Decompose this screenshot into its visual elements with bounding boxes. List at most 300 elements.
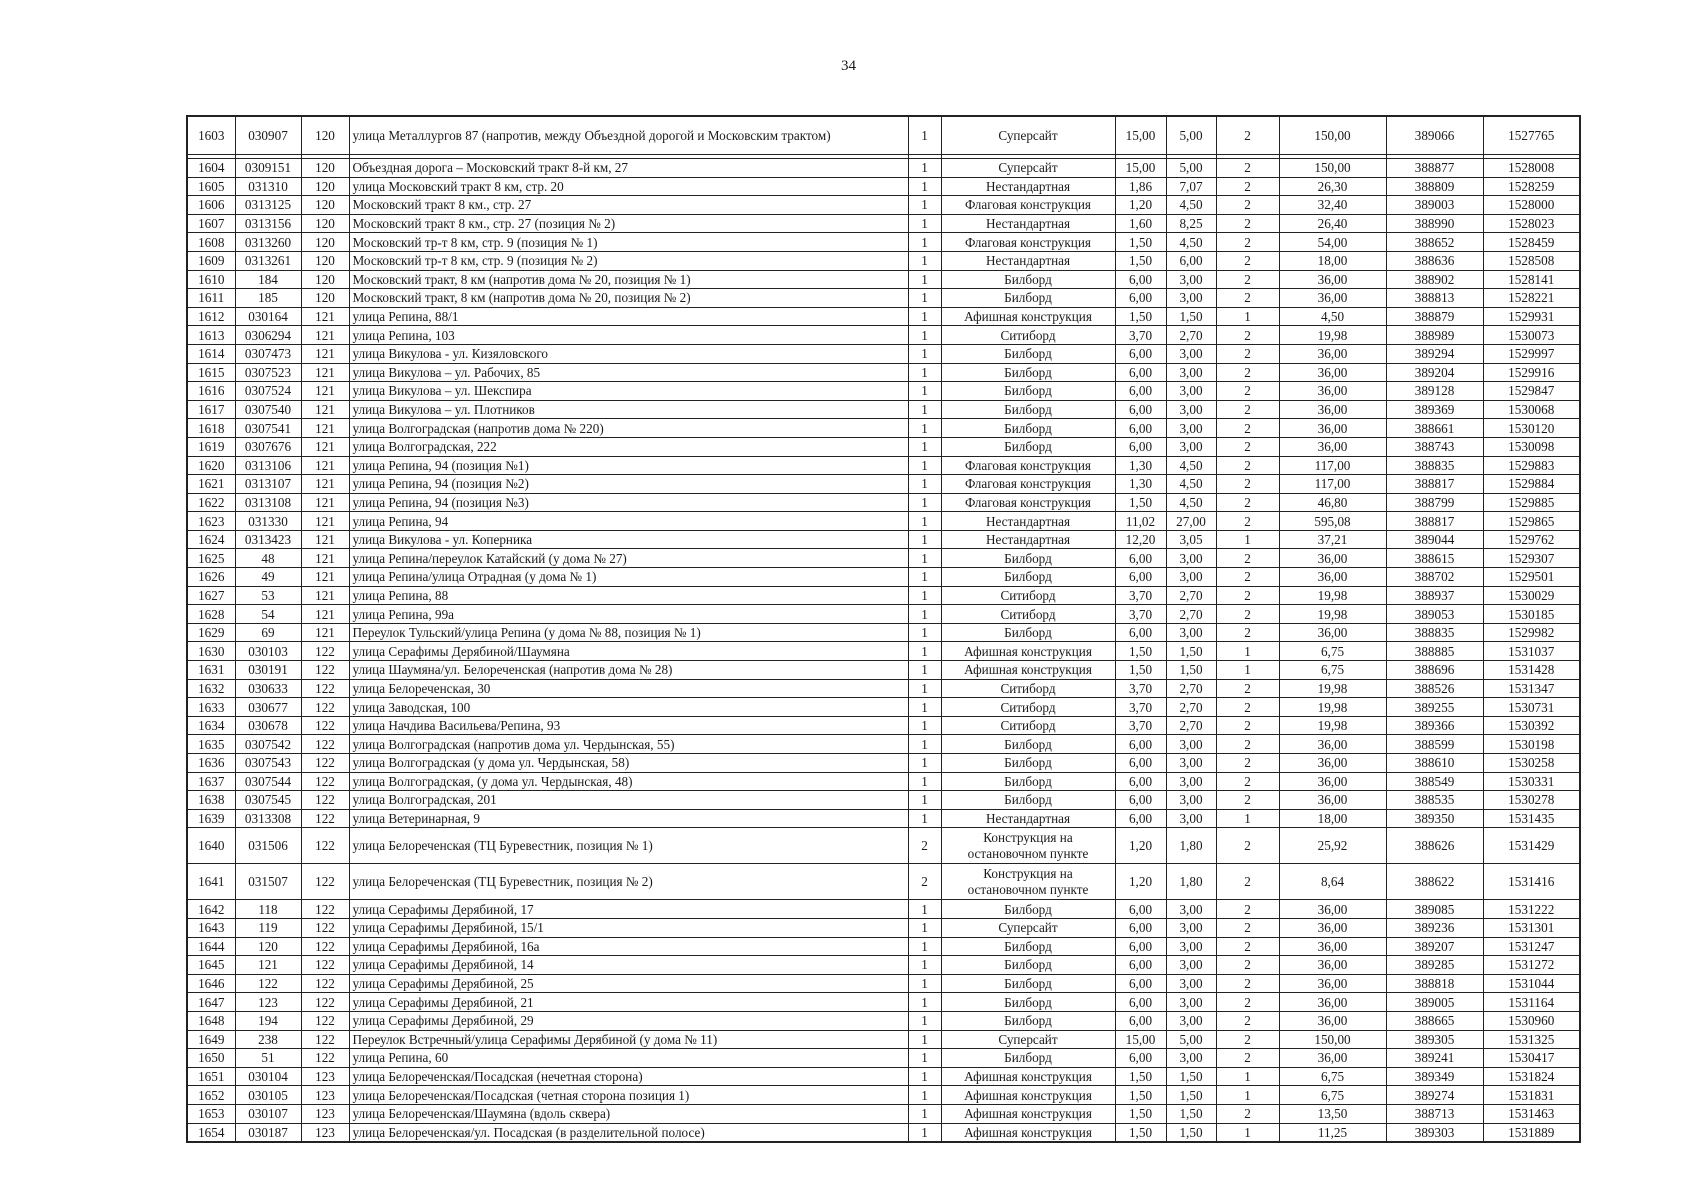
cell-address: Переулок Тульский/улица Репина (у дома № 88, позиция № 1): [349, 623, 908, 642]
cell-zone: 122: [301, 735, 349, 754]
cell-faces-count: 1: [908, 900, 941, 919]
cell-faces-count: 1: [908, 307, 941, 326]
cell-faces-count: 1: [908, 1086, 941, 1105]
cell-area: 36,00: [1279, 791, 1386, 810]
cell-faces-count: 1: [908, 1011, 941, 1030]
cell-structure-id: 0307524: [235, 382, 301, 401]
cell-area: 36,00: [1279, 289, 1386, 308]
cell-area: 117,00: [1279, 475, 1386, 494]
cell-faces-count: 1: [908, 344, 941, 363]
cell-coord-y: 1530258: [1483, 754, 1580, 773]
cell-coord-y: 1530731: [1483, 698, 1580, 717]
cell-coord-x: 388526: [1386, 679, 1483, 698]
table-row: [187, 1123, 1580, 1142]
cell-structure-type: Ситиборд: [941, 586, 1115, 605]
cell-structure-id: 030187: [235, 1123, 301, 1142]
cell-faces-count: 1: [908, 530, 941, 549]
table-row: [187, 1011, 1580, 1030]
cell-structure-id: 120: [235, 937, 301, 956]
cell-sides: 1: [1216, 307, 1279, 326]
cell-structure-type: Билборд: [941, 400, 1115, 419]
cell-sides: 2: [1216, 196, 1279, 215]
cell-area: 150,00: [1279, 159, 1386, 178]
table-row: [187, 623, 1580, 642]
cell-area: 36,00: [1279, 549, 1386, 568]
cell-zone: 122: [301, 661, 349, 680]
cell-coord-y: 1529884: [1483, 475, 1580, 494]
cell-coord-y: 1529865: [1483, 512, 1580, 531]
cell-row-number: 1632: [187, 679, 235, 698]
cell-coord-x: 388877: [1386, 159, 1483, 178]
cell-area: 6,75: [1279, 661, 1386, 680]
page-number: 34: [841, 58, 856, 74]
cell-sides: 2: [1216, 456, 1279, 475]
cell-faces-count: 1: [908, 512, 941, 531]
cell-coord-x: 389204: [1386, 363, 1483, 382]
cell-zone: 121: [301, 307, 349, 326]
cell-height: 1,50: [1166, 1067, 1216, 1086]
cell-width: 6,00: [1115, 382, 1166, 401]
cell-area: 36,00: [1279, 437, 1386, 456]
cell-coord-x: 389349: [1386, 1067, 1483, 1086]
cell-area: 36,00: [1279, 623, 1386, 642]
cell-structure-type: Билборд: [941, 1011, 1115, 1030]
cell-sides: 1: [1216, 1123, 1279, 1142]
cell-row-number: 1605: [187, 177, 235, 196]
cell-structure-type: Флаговая конструкция: [941, 493, 1115, 512]
cell-height: 2,70: [1166, 679, 1216, 698]
cell-faces-count: 1: [908, 251, 941, 270]
cell-structure-type: Билборд: [941, 344, 1115, 363]
cell-address: улица Волгоградская (напротив дома № 220): [349, 419, 908, 438]
table-row: [187, 382, 1580, 401]
cell-zone: 121: [301, 493, 349, 512]
cell-width: 1,50: [1115, 1067, 1166, 1086]
cell-structure-id: 0307523: [235, 363, 301, 382]
cell-sides: 2: [1216, 956, 1279, 975]
cell-faces-count: 1: [908, 735, 941, 754]
table-row: [187, 937, 1580, 956]
cell-structure-id: 0313423: [235, 530, 301, 549]
cell-address: улица Серафимы Дерябиной, 16а: [349, 937, 908, 956]
cell-height: 3,00: [1166, 382, 1216, 401]
cell-structure-id: 0307541: [235, 419, 301, 438]
cell-structure-id: 030107: [235, 1104, 301, 1123]
cell-area: 36,00: [1279, 400, 1386, 419]
table-row: [187, 918, 1580, 937]
cell-structure-type: Билборд: [941, 754, 1115, 773]
cell-coord-x: 388549: [1386, 772, 1483, 791]
cell-faces-count: 1: [908, 698, 941, 717]
cell-coord-y: 1531044: [1483, 974, 1580, 993]
cell-height: 1,80: [1166, 864, 1216, 900]
cell-height: 2,70: [1166, 716, 1216, 735]
cell-structure-id: 194: [235, 1011, 301, 1030]
cell-row-number: 1645: [187, 956, 235, 975]
cell-area: 595,08: [1279, 512, 1386, 531]
cell-structure-id: 0313108: [235, 493, 301, 512]
cell-structure-id: 54: [235, 605, 301, 624]
cell-width: 1,50: [1115, 251, 1166, 270]
cell-faces-count: 1: [908, 568, 941, 587]
cell-address: улица Волгоградская, 222: [349, 437, 908, 456]
cell-coord-y: 1530331: [1483, 772, 1580, 791]
cell-height: 3,00: [1166, 549, 1216, 568]
cell-width: 1,50: [1115, 1123, 1166, 1142]
cell-width: 15,00: [1115, 1030, 1166, 1049]
cell-sides: 2: [1216, 493, 1279, 512]
cell-height: 3,00: [1166, 1049, 1216, 1068]
cell-faces-count: 1: [908, 1104, 941, 1123]
table-row: [187, 1030, 1580, 1049]
cell-coord-x: 388879: [1386, 307, 1483, 326]
cell-structure-id: 238: [235, 1030, 301, 1049]
cell-coord-y: 1529847: [1483, 382, 1580, 401]
cell-coord-x: 388702: [1386, 568, 1483, 587]
table-row: [187, 289, 1580, 308]
cell-area: 117,00: [1279, 456, 1386, 475]
cell-sides: 2: [1216, 363, 1279, 382]
cell-sides: 1: [1216, 1086, 1279, 1105]
cell-height: 3,00: [1166, 735, 1216, 754]
cell-width: 1,50: [1115, 1104, 1166, 1123]
cell-faces-count: 1: [908, 661, 941, 680]
cell-faces-count: 2: [908, 864, 941, 900]
cell-row-number: 1643: [187, 918, 235, 937]
cell-sides: 2: [1216, 918, 1279, 937]
cell-height: 3,00: [1166, 974, 1216, 993]
cell-coord-y: 1528259: [1483, 177, 1580, 196]
cell-height: 7,07: [1166, 177, 1216, 196]
cell-height: 27,00: [1166, 512, 1216, 531]
cell-address: улица Репина/переулок Катайский (у дома № 27): [349, 549, 908, 568]
cell-row-number: 1611: [187, 289, 235, 308]
cell-address: улица Репина, 88: [349, 586, 908, 605]
table-row: [187, 900, 1580, 919]
cell-zone: 122: [301, 642, 349, 661]
cell-width: 6,00: [1115, 735, 1166, 754]
cell-faces-count: 1: [908, 270, 941, 289]
cell-coord-y: 1530120: [1483, 419, 1580, 438]
cell-height: 1,50: [1166, 642, 1216, 661]
cell-coord-x: 388835: [1386, 456, 1483, 475]
cell-zone: 121: [301, 400, 349, 419]
cell-zone: 121: [301, 456, 349, 475]
cell-zone: 122: [301, 918, 349, 937]
cell-sides: 2: [1216, 900, 1279, 919]
cell-address: улица Белореченская (ТЦ Буревестник, позиция № 2): [349, 864, 908, 900]
cell-coord-x: 389053: [1386, 605, 1483, 624]
table-row: [187, 754, 1580, 773]
cell-coord-y: 1530198: [1483, 735, 1580, 754]
cell-coord-y: 1529883: [1483, 456, 1580, 475]
cell-area: 36,00: [1279, 344, 1386, 363]
table-row: [187, 307, 1580, 326]
cell-zone: 120: [301, 196, 349, 215]
cell-coord-y: 1530960: [1483, 1011, 1580, 1030]
cell-structure-type: Ситиборд: [941, 326, 1115, 345]
cell-width: 6,00: [1115, 754, 1166, 773]
cell-sides: 2: [1216, 289, 1279, 308]
cell-structure-id: 030678: [235, 716, 301, 735]
cell-height: 1,50: [1166, 661, 1216, 680]
cell-zone: 122: [301, 828, 349, 864]
cell-coord-x: 389066: [1386, 116, 1483, 155]
cell-address: улица Репина, 94 (позиция №3): [349, 493, 908, 512]
cell-coord-y: 1529307: [1483, 549, 1580, 568]
cell-row-number: 1604: [187, 159, 235, 178]
cell-height: 2,70: [1166, 605, 1216, 624]
table-row: [187, 679, 1580, 698]
cell-coord-y: 1531325: [1483, 1030, 1580, 1049]
cell-address: улица Волгоградская (напротив дома ул. Чердынская, 55): [349, 735, 908, 754]
cell-area: 8,64: [1279, 864, 1386, 900]
cell-address: улица Белореченская/Посадская (нечетная сторона): [349, 1067, 908, 1086]
cell-faces-count: 1: [908, 363, 941, 382]
cell-coord-x: 388818: [1386, 974, 1483, 993]
cell-structure-id: 48: [235, 549, 301, 568]
cell-row-number: 1621: [187, 475, 235, 494]
cell-sides: 1: [1216, 661, 1279, 680]
cell-area: 32,40: [1279, 196, 1386, 215]
cell-zone: 121: [301, 586, 349, 605]
cell-sides: 2: [1216, 177, 1279, 196]
cell-structure-id: 0313261: [235, 251, 301, 270]
cell-height: 3,00: [1166, 791, 1216, 810]
cell-structure-id: 119: [235, 918, 301, 937]
cell-coord-y: 1529931: [1483, 307, 1580, 326]
cell-structure-id: 0307676: [235, 437, 301, 456]
cell-height: 3,00: [1166, 437, 1216, 456]
cell-address: улица Волгоградская, 201: [349, 791, 908, 810]
cell-structure-type: Флаговая конструкция: [941, 456, 1115, 475]
cell-zone: 122: [301, 1030, 349, 1049]
cell-structure-type: Флаговая конструкция: [941, 475, 1115, 494]
cell-row-number: 1617: [187, 400, 235, 419]
cell-coord-y: 1528023: [1483, 214, 1580, 233]
cell-structure-type: Афишная конструкция: [941, 1123, 1115, 1142]
cell-structure-id: 0307542: [235, 735, 301, 754]
cell-sides: 1: [1216, 1067, 1279, 1086]
cell-structure-type: Суперсайт: [941, 116, 1115, 155]
cell-coord-x: 388696: [1386, 661, 1483, 680]
cell-zone: 120: [301, 214, 349, 233]
cell-width: 1,60: [1115, 214, 1166, 233]
cell-zone: 121: [301, 419, 349, 438]
table-row: [187, 605, 1580, 624]
cell-width: 1,50: [1115, 307, 1166, 326]
cell-coord-x: 389305: [1386, 1030, 1483, 1049]
cell-address: улица Викулова - ул. Кизяловского: [349, 344, 908, 363]
cell-height: 4,50: [1166, 475, 1216, 494]
cell-coord-x: 388535: [1386, 791, 1483, 810]
table-row: [187, 530, 1580, 549]
cell-coord-x: 388622: [1386, 864, 1483, 900]
cell-height: 3,00: [1166, 400, 1216, 419]
cell-row-number: 1630: [187, 642, 235, 661]
cell-coord-x: 389003: [1386, 196, 1483, 215]
cell-address: улица Белореченская/Шаумяна (вдоль сквера): [349, 1104, 908, 1123]
cell-faces-count: 1: [908, 716, 941, 735]
cell-structure-type: Нестандартная: [941, 177, 1115, 196]
cell-coord-x: 389350: [1386, 809, 1483, 828]
cell-structure-type: Ситиборд: [941, 698, 1115, 717]
cell-zone: 122: [301, 974, 349, 993]
cell-structure-id: 0307544: [235, 772, 301, 791]
cell-structure-type: Билборд: [941, 382, 1115, 401]
cell-zone: 122: [301, 754, 349, 773]
table-row: [187, 344, 1580, 363]
table-row: [187, 586, 1580, 605]
cell-structure-type: Билборд: [941, 623, 1115, 642]
cell-coord-x: 389285: [1386, 956, 1483, 975]
cell-height: 1,80: [1166, 828, 1216, 864]
cell-height: 6,00: [1166, 251, 1216, 270]
table-row: [187, 493, 1580, 512]
cell-structure-type: Билборд: [941, 993, 1115, 1012]
cell-structure-type: Билборд: [941, 956, 1115, 975]
cell-height: 1,50: [1166, 307, 1216, 326]
cell-sides: 2: [1216, 270, 1279, 289]
cell-width: 6,00: [1115, 400, 1166, 419]
cell-zone: 122: [301, 698, 349, 717]
cell-structure-id: 123: [235, 993, 301, 1012]
cell-row-number: 1629: [187, 623, 235, 642]
cell-width: 1,20: [1115, 196, 1166, 215]
table-row: [187, 456, 1580, 475]
table-row: [187, 791, 1580, 810]
cell-sides: 2: [1216, 159, 1279, 178]
cell-address: улица Серафимы Дерябиной, 17: [349, 900, 908, 919]
cell-sides: 2: [1216, 864, 1279, 900]
cell-structure-id: 118: [235, 900, 301, 919]
cell-faces-count: 1: [908, 159, 941, 178]
cell-faces-count: 1: [908, 382, 941, 401]
cell-structure-type: Ситиборд: [941, 605, 1115, 624]
cell-height: 5,00: [1166, 116, 1216, 155]
cell-coord-x: 389005: [1386, 993, 1483, 1012]
cell-coord-x: 388610: [1386, 754, 1483, 773]
cell-row-number: 1639: [187, 809, 235, 828]
cell-width: 1,50: [1115, 661, 1166, 680]
cell-structure-type: Нестандартная: [941, 809, 1115, 828]
cell-structure-type: Билборд: [941, 437, 1115, 456]
cell-width: 12,20: [1115, 530, 1166, 549]
cell-coord-y: 1531222: [1483, 900, 1580, 919]
cell-width: 6,00: [1115, 1049, 1166, 1068]
cell-row-number: 1625: [187, 549, 235, 568]
table-row: [187, 698, 1580, 717]
cell-zone: 121: [301, 530, 349, 549]
cell-area: 36,00: [1279, 918, 1386, 937]
cell-coord-y: 1530185: [1483, 605, 1580, 624]
cell-sides: 1: [1216, 530, 1279, 549]
cell-row-number: 1637: [187, 772, 235, 791]
cell-width: 6,00: [1115, 900, 1166, 919]
cell-height: 4,50: [1166, 456, 1216, 475]
cell-coord-y: 1531164: [1483, 993, 1580, 1012]
cell-row-number: 1623: [187, 512, 235, 531]
cell-coord-x: 389128: [1386, 382, 1483, 401]
cell-area: 36,00: [1279, 937, 1386, 956]
cell-address: улица Белореченская, 30: [349, 679, 908, 698]
cell-faces-count: 2: [908, 828, 941, 864]
cell-coord-x: 389044: [1386, 530, 1483, 549]
cell-address: улица Серафимы Дерябиной, 15/1: [349, 918, 908, 937]
table-row: [187, 512, 1580, 531]
cell-structure-id: 184: [235, 270, 301, 289]
cell-structure-id: 69: [235, 623, 301, 642]
cell-coord-y: 1528508: [1483, 251, 1580, 270]
cell-address: улица Волгоградская, (у дома ул. Чердынская, 48): [349, 772, 908, 791]
table-row: [187, 1104, 1580, 1123]
cell-zone: 122: [301, 900, 349, 919]
cell-coord-x: 388665: [1386, 1011, 1483, 1030]
cell-row-number: 1620: [187, 456, 235, 475]
cell-area: 36,00: [1279, 568, 1386, 587]
cell-area: 150,00: [1279, 116, 1386, 155]
cell-address: улица Репина, 88/1: [349, 307, 908, 326]
cell-height: 4,50: [1166, 233, 1216, 252]
cell-zone: 121: [301, 344, 349, 363]
cell-width: 6,00: [1115, 623, 1166, 642]
cell-structure-type: Афишная конструкция: [941, 1067, 1115, 1086]
cell-row-number: 1610: [187, 270, 235, 289]
cell-address: Московский тракт, 8 км (напротив дома № 20, позиция № 2): [349, 289, 908, 308]
cell-row-number: 1618: [187, 419, 235, 438]
cell-coord-x: 389085: [1386, 900, 1483, 919]
cell-coord-y: 1528459: [1483, 233, 1580, 252]
cell-zone: 123: [301, 1104, 349, 1123]
cell-structure-type: Афишная конструкция: [941, 1104, 1115, 1123]
cell-height: 3,00: [1166, 937, 1216, 956]
cell-address: улица Белореченская/Посадская (четная сторона позиция 1): [349, 1086, 908, 1105]
cell-area: 36,00: [1279, 900, 1386, 919]
cell-coord-x: 388902: [1386, 270, 1483, 289]
cell-structure-id: 0309151: [235, 159, 301, 178]
cell-area: 6,75: [1279, 1067, 1386, 1086]
cell-area: 37,21: [1279, 530, 1386, 549]
cell-structure-type: Билборд: [941, 270, 1115, 289]
cell-structure-type: Афишная конструкция: [941, 642, 1115, 661]
cell-row-number: 1607: [187, 214, 235, 233]
cell-coord-x: 388809: [1386, 177, 1483, 196]
cell-faces-count: 1: [908, 549, 941, 568]
cell-zone: 120: [301, 251, 349, 270]
table-row: [187, 549, 1580, 568]
cell-coord-y: 1530029: [1483, 586, 1580, 605]
cell-address: улица Репина, 99а: [349, 605, 908, 624]
cell-structure-type: Билборд: [941, 419, 1115, 438]
cell-address: улица Серафимы Дерябиной, 25: [349, 974, 908, 993]
cell-height: 4,50: [1166, 493, 1216, 512]
cell-structure-id: 030191: [235, 661, 301, 680]
cell-structure-id: 49: [235, 568, 301, 587]
cell-structure-id: 031506: [235, 828, 301, 864]
cell-width: 3,70: [1115, 698, 1166, 717]
cell-sides: 2: [1216, 993, 1279, 1012]
cell-coord-x: 389369: [1386, 400, 1483, 419]
cell-sides: 2: [1216, 1104, 1279, 1123]
cell-width: 6,00: [1115, 1011, 1166, 1030]
cell-coord-y: 1528008: [1483, 159, 1580, 178]
cell-faces-count: 1: [908, 419, 941, 438]
cell-width: 6,00: [1115, 437, 1166, 456]
cell-area: 19,98: [1279, 716, 1386, 735]
cell-sides: 2: [1216, 344, 1279, 363]
cell-structure-id: 030105: [235, 1086, 301, 1105]
cell-structure-id: 0313308: [235, 809, 301, 828]
